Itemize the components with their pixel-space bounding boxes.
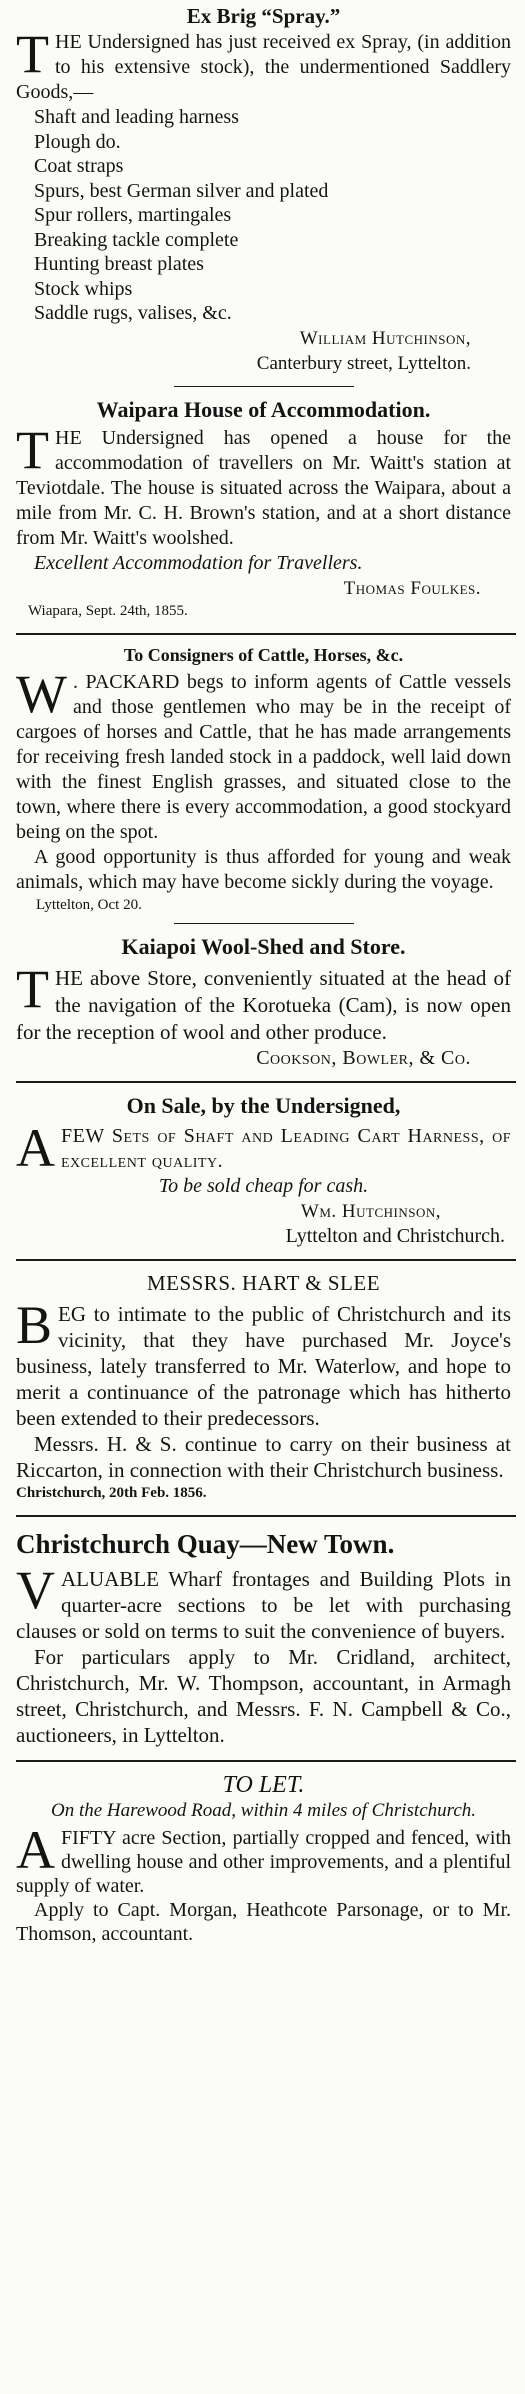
ad-body xyxy=(16,419,511,551)
ad-to-let xyxy=(16,1772,511,1946)
drop-cap: W xyxy=(16,663,67,724)
drop-cap: A xyxy=(16,1118,55,1179)
ad-title: Ex Brig “Spray.” xyxy=(186,4,341,28)
signer: Thomas Foulkes. xyxy=(343,577,481,599)
ad-subtitle: On the Harewood Road, within 4 miles of Christchurch. xyxy=(50,1800,477,1821)
ad-paragraph: Messrs. H. & S. continue to carry on their business at Riccarton, in connection with their Christchurch business. xyxy=(16,1432,511,1483)
date-line: Christchurch, 20th Feb. 1856. xyxy=(16,1485,207,1502)
ad-paragraph: For particulars apply to Mr. Cridland, architect, Christchurch, Mr. W. Thompson, accountant, in Armagh street, Christchurch, and Messrs. F. N. Campbell & Co., auctioneers, in Lyttelton. xyxy=(16,1645,511,1748)
ad-paragraph: Apply to Capt. Morgan, Heathcote Parsonage, or to Mr. Thomson, accountant. xyxy=(16,1899,511,1945)
ad-body xyxy=(16,24,511,105)
goods-list-item: Coat straps xyxy=(34,155,124,178)
goods-list-item: Stock whips xyxy=(34,277,133,300)
ad-body xyxy=(16,958,511,1046)
ad-spray-saddlery xyxy=(16,0,511,376)
address: Lyttelton and Christchurch. xyxy=(285,1225,505,1248)
ad-title: Kaiapoi Wool-Shed and Store. xyxy=(121,933,406,959)
ad-harness-on-sale xyxy=(16,1093,511,1249)
ad-body xyxy=(16,1820,511,1898)
ad-body-text: HE above Store, conveniently situated at the head of the navigation of the Korotueka (Cam), is now open for the reception of wool and other produce. xyxy=(16,965,511,1044)
divider xyxy=(16,1081,516,1083)
ad-body-text: . PACKARD begs to inform agents of Cattle vessels and those gentlemen who may be in the receipt of cargoes of horses and Cattle, that he has made arrangements for receiving fresh landed stock in a paddock, well laid down with the finest English grasses, and situated close to the town, where there is every accommodation, a good stockyard being on the spot. xyxy=(16,670,511,843)
signer: Cookson, Bowler, & Co. xyxy=(256,1046,471,1069)
ad-body xyxy=(16,663,511,845)
ad-christchurch-quay xyxy=(16,1529,511,1748)
drop-cap: T xyxy=(16,958,49,1019)
ad-title: Christchurch Quay—New Town. xyxy=(16,1529,395,1560)
ad-kaiapoi-woolshed xyxy=(16,934,511,1071)
ad-body xyxy=(16,1295,511,1431)
ad-body-text: HE Undersigned has opened a house for the accommodation of travellers on Mr. Waitt's station at Teviotdale. The house is situated across the Waipara, about a mile from Mr. C. H. Brown's station, and at a short distance from Mr. Waitt's woolshed. xyxy=(16,426,511,549)
drop-cap: A xyxy=(16,1820,55,1880)
divider xyxy=(16,1259,516,1261)
address: Canterbury street, Lyttelton. xyxy=(256,352,471,374)
goods-list-item: Saddle rugs, valises, &c. xyxy=(34,302,232,325)
ad-title: Waipara House of Accommodation. xyxy=(96,396,431,422)
ad-body-text: EG to intimate to the public of Christchurch and its vicinity, that they have purchased Mr. Joyce's business, lately transferred to Mr. Waterlow, and hope to merit a continuance of the patronage which has hitherto been extended to their predecessors. xyxy=(16,1302,511,1431)
ad-title: MESSRS. HART & SLEE xyxy=(146,1271,381,1296)
goods-list-item: Hunting breast plates xyxy=(34,253,204,276)
tagline: To be sold cheap for cash. xyxy=(158,1175,369,1198)
goods-list-item: Spur rollers, martingales xyxy=(34,204,232,227)
date-line: Lyttelton, Oct 20. xyxy=(36,896,142,913)
ad-title: TO LET. xyxy=(222,1772,305,1799)
goods-list xyxy=(16,105,511,326)
ad-body xyxy=(16,1560,511,1644)
ad-paragraph: A good opportunity is thus afforded for young and weak animals, which may have become sickly during the voyage. xyxy=(16,845,511,893)
ad-intro-text: HE Undersigned has just received ex Spray, (in addition to his extensive stock), the undermentioned Saddlery Goods,— xyxy=(16,31,511,104)
ad-body-text: ALUABLE Wharf frontages and Building Plots in quarter-acre sections to be let with purchasing clauses or sold on terms to suit the convenience of buyers. xyxy=(16,1567,511,1644)
divider xyxy=(174,386,354,387)
drop-cap: B xyxy=(16,1295,53,1356)
ad-body xyxy=(16,1118,511,1179)
signer: William Hutchinson, xyxy=(299,327,471,349)
date-line: Wiapara, Sept. 24th, 1855. xyxy=(28,602,188,619)
goods-list-item: Plough do. xyxy=(34,130,121,153)
tagline: Excellent Accommodation for Travellers. xyxy=(34,551,363,574)
ad-title: On Sale, by the Undersigned, xyxy=(126,1092,401,1118)
ad-body-text: FIFTY acre Section, partially cropped and fenced, with dwelling house and other improvements, and a plentiful supply of water. xyxy=(16,1827,511,1897)
goods-list-item: Breaking tackle complete xyxy=(34,228,239,251)
drop-cap: T xyxy=(16,24,49,85)
drop-cap: T xyxy=(16,419,49,480)
divider xyxy=(174,923,354,924)
goods-list-item: Spurs, best German silver and plated xyxy=(34,179,329,202)
divider xyxy=(16,1515,516,1517)
drop-cap: V xyxy=(16,1560,55,1621)
divider xyxy=(16,633,516,635)
goods-list-item: Shaft and leading harness xyxy=(34,106,239,129)
ad-body-text: FEW Sets of Shaft and Leading Cart Harness, of excellent quality. xyxy=(61,1125,511,1173)
signer: Wm. Hutchinson, xyxy=(300,1201,441,1223)
divider xyxy=(16,1760,516,1762)
ad-hart-slee xyxy=(16,1271,511,1503)
ad-title: To Consigners of Cattle, Horses, &c. xyxy=(123,644,404,665)
ad-consigners-cattle xyxy=(16,645,511,915)
ad-waipara-house xyxy=(16,397,511,621)
